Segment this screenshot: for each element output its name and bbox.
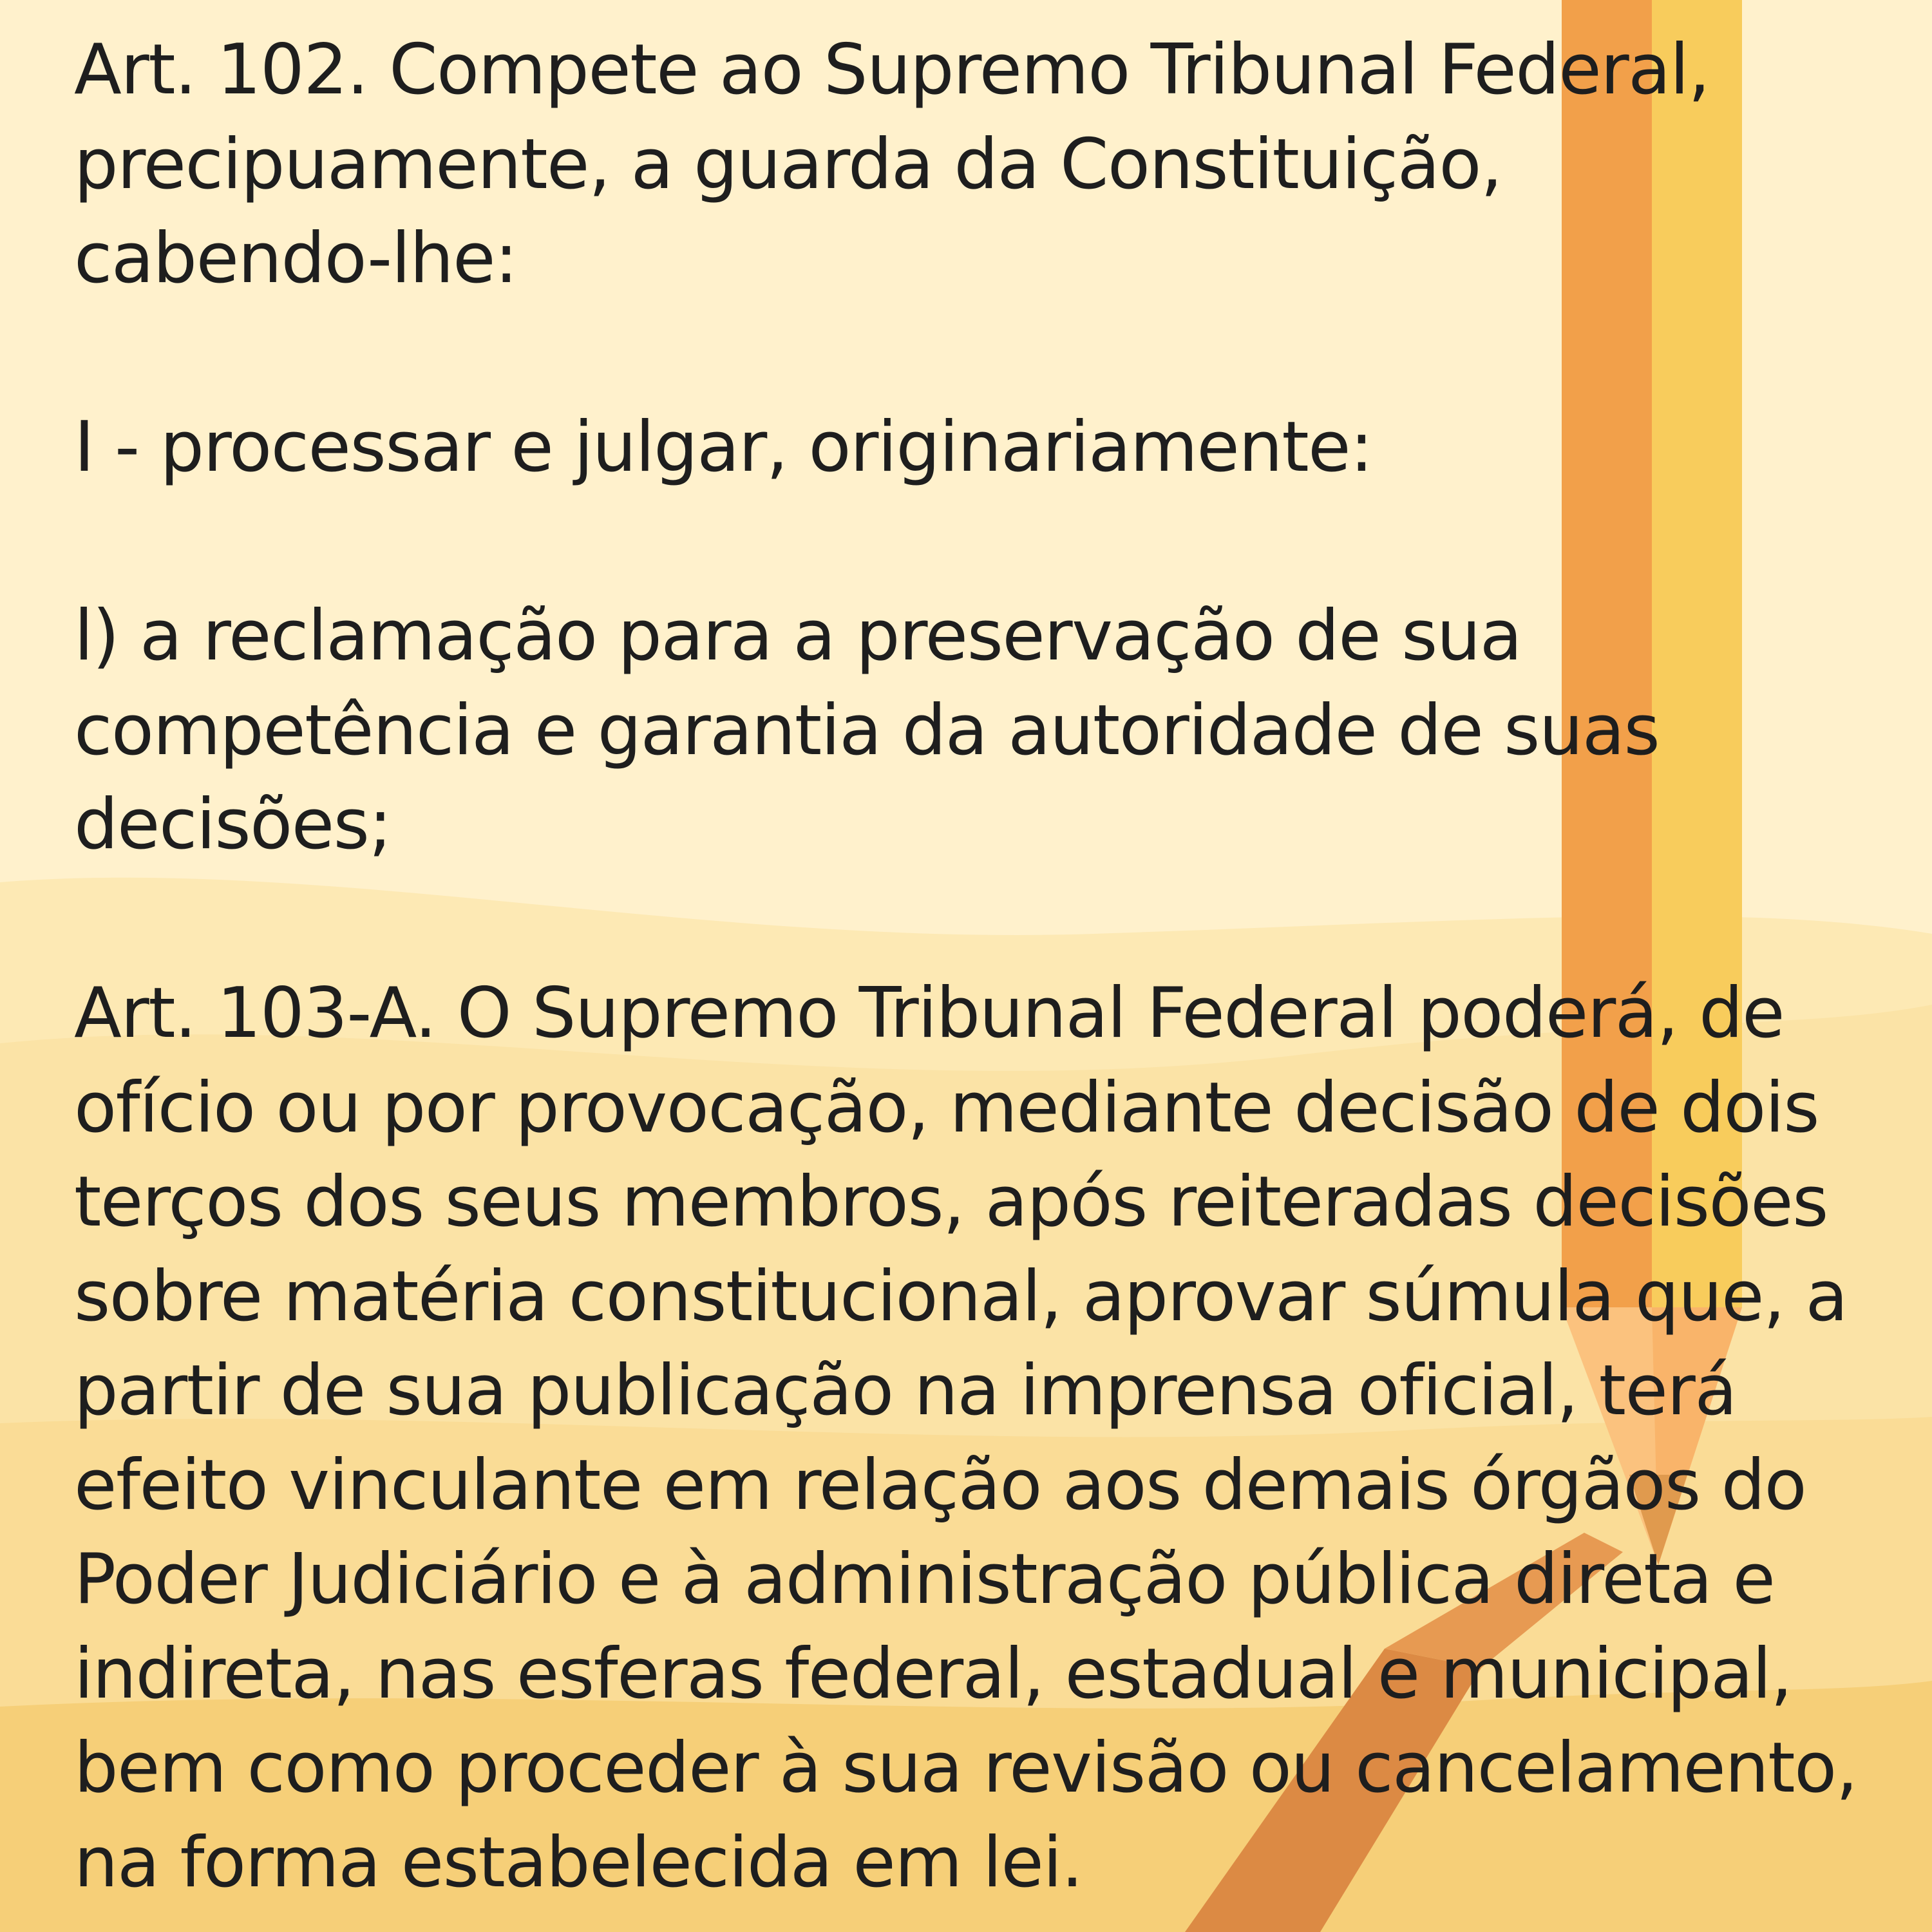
article-102-inciso-i: I - processar e julgar, originariamente:: [74, 407, 1372, 488]
paragraph-spacer: [74, 495, 1903, 590]
paragraph-spacer: [74, 873, 1903, 967]
document-text: [74, 23, 1903, 1910]
article-102-caput: Art. 102. Compete ao Supremo Tribunal Federal, precipuamente, a guarda da Constituição, cabendo-lhe:: [74, 30, 1710, 299]
paragraph-spacer: [74, 307, 1903, 401]
article-103a-caput: Art. 103-A. O Supremo Tribunal Federal poderá, de ofício ou por provocação, mediante decisão de dois terços dos seus membros, após reiteradas decisões sobre matéria constitucional, aprovar súmula que, a partir de sua publicação na imprensa oficial, terá efeito vinculante em relação aos demais órgãos do Poder Judiciário e à administração pública direta e indireta, nas esferas federal, estadual e municipal, bem como proceder à sua revisão ou cancelamento, na forma estabelecida em lei.: [74, 973, 1857, 1903]
article-102-alinea-l: l) a reclamação para a preservação de sua competência e garantia da autoridade de suas decisões;: [74, 596, 1660, 865]
